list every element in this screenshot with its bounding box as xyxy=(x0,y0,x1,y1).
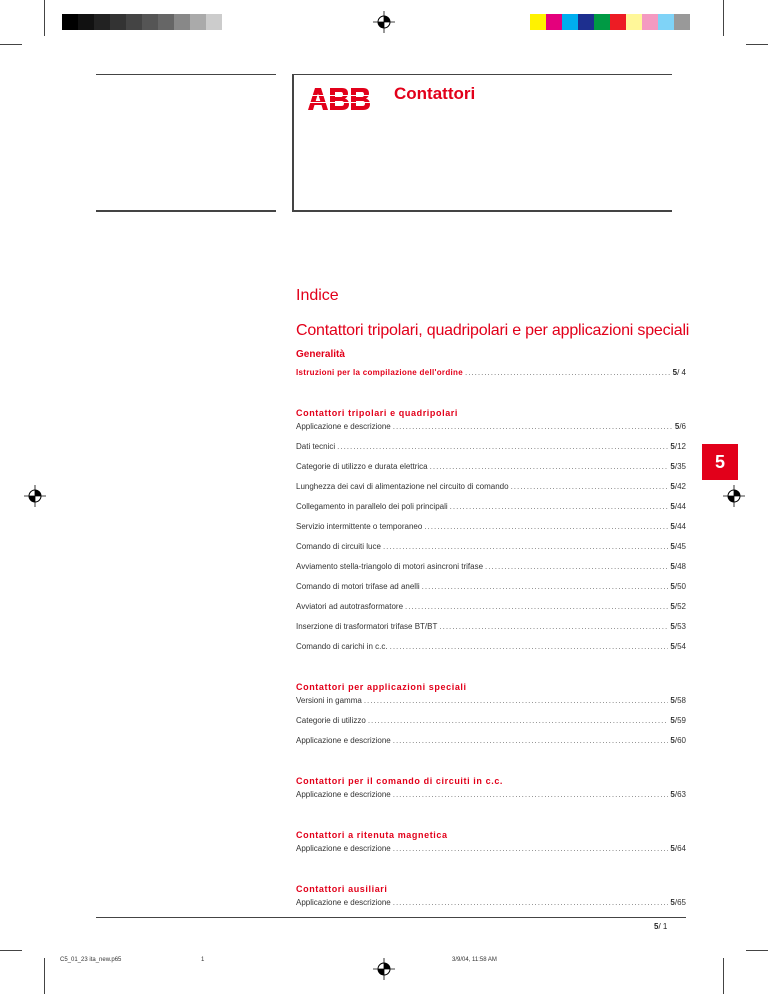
footer-rule xyxy=(96,917,686,918)
toc-group xyxy=(296,880,686,918)
toc-entry[interactable] xyxy=(296,542,686,562)
toc-entry[interactable] xyxy=(296,368,686,388)
footer-filename: C5_01_23 ita_new.p65 xyxy=(60,957,122,963)
toc-entry-label: Istruzioni per la compilazione dell'ordine xyxy=(296,368,463,377)
toc-entry[interactable] xyxy=(296,736,686,756)
toc-entry-page: 5/60 xyxy=(670,736,686,745)
toc-entry[interactable] xyxy=(296,602,686,622)
toc-entry-page: 5/35 xyxy=(670,462,686,471)
grayscale-bar xyxy=(62,14,222,30)
toc-leader xyxy=(422,582,669,591)
generalita-heading: Generalità xyxy=(296,349,345,360)
toc-entry-label: Inserzione di trasformatori trifase BT/BT xyxy=(296,622,438,631)
header-rule-left-top xyxy=(96,74,276,75)
toc-leader xyxy=(393,844,669,853)
crop-mark xyxy=(723,958,724,994)
toc-entry-page: 5/58 xyxy=(670,696,686,705)
crop-mark xyxy=(0,44,22,45)
toc-entry-page: 5/59 xyxy=(670,716,686,725)
toc-entry-label: Comando di motori trifase ad anelli xyxy=(296,582,420,591)
registration-target-icon xyxy=(373,958,395,980)
registration-target-icon xyxy=(373,11,395,33)
toc-entry-page: 5/65 xyxy=(670,898,686,907)
footer-page: 1 xyxy=(201,957,205,963)
toc-entry[interactable] xyxy=(296,442,686,462)
toc-entry-label: Applicazione e descrizione xyxy=(296,790,391,799)
toc-entry[interactable] xyxy=(296,582,686,602)
toc-group-heading: Contattori ausiliari xyxy=(296,884,388,894)
toc-leader xyxy=(393,790,669,799)
toc-entry-page: 5/63 xyxy=(670,790,686,799)
toc-group-heading: Contattori per applicazioni speciali xyxy=(296,682,467,692)
toc-groups xyxy=(296,404,686,934)
toc-entry-label: Applicazione e descrizione xyxy=(296,844,391,853)
toc-entry[interactable] xyxy=(296,502,686,522)
header-rule-right-bottom xyxy=(292,210,672,212)
toc-entry-page: 5/64 xyxy=(670,844,686,853)
page-number: 5/ 1 xyxy=(654,922,668,931)
toc-entry-label: Applicazione e descrizione xyxy=(296,736,391,745)
crop-mark xyxy=(746,950,768,951)
toc-entry-label: Avviatori ad autotrasformatore xyxy=(296,602,404,611)
toc-leader xyxy=(368,716,669,725)
toc-entry-label: Comando di carichi in c.c. xyxy=(296,642,388,651)
toc-entry[interactable] xyxy=(296,696,686,716)
toc-entry-page: 5/45 xyxy=(670,542,686,551)
registration-target-icon xyxy=(24,485,46,507)
toc-leader xyxy=(337,442,668,451)
toc-entry-page: 5/44 xyxy=(670,502,686,511)
toc-entry-label: Servizio intermittente o temporaneo xyxy=(296,522,423,531)
toc-entry[interactable] xyxy=(296,422,686,442)
section-title: Contattori tripolari, quadripolari e per applicazioni speciali xyxy=(296,322,690,339)
toc-entry-label: Applicazione e descrizione xyxy=(296,422,391,431)
toc-leader xyxy=(465,368,671,377)
toc-leader xyxy=(439,622,668,631)
toc-entry[interactable] xyxy=(296,482,686,502)
toc-entry-label: Categorie di utilizzo xyxy=(296,716,366,725)
section-tab: 5 xyxy=(702,444,738,480)
toc-entry-label: Dati tecnici xyxy=(296,442,336,451)
crop-mark xyxy=(44,0,45,36)
toc-leader xyxy=(393,422,673,431)
toc-entry[interactable] xyxy=(296,716,686,736)
toc-group-heading: Contattori tripolari e quadripolari xyxy=(296,408,459,418)
toc-entry-page: 5/12 xyxy=(670,442,686,451)
toc-entry-label: Lunghezza dei cavi di alimentazione nel circuito di comando xyxy=(296,482,509,491)
toc-leader xyxy=(424,522,668,531)
toc-entry[interactable] xyxy=(296,522,686,542)
toc-entry[interactable] xyxy=(296,562,686,582)
toc-group xyxy=(296,678,686,756)
toc-entry-page: 5/44 xyxy=(670,522,686,531)
toc-leader xyxy=(390,642,669,651)
toc-entry-label: Applicazione e descrizione xyxy=(296,898,391,907)
toc-leader xyxy=(405,602,668,611)
toc-leader xyxy=(485,562,668,571)
header-rule-left-bottom xyxy=(96,210,276,212)
toc-leader xyxy=(430,462,669,471)
crop-mark xyxy=(0,950,22,951)
toc-leader xyxy=(383,542,668,551)
toc-entry-page: 5/52 xyxy=(670,602,686,611)
toc-first xyxy=(296,368,686,388)
toc-entry-page: 5/54 xyxy=(670,642,686,651)
crop-mark xyxy=(44,958,45,994)
toc-entry-page: 5/50 xyxy=(670,582,686,591)
toc-entry-label: Comando di circuiti luce xyxy=(296,542,381,551)
toc-group xyxy=(296,404,686,662)
toc-leader xyxy=(393,898,669,907)
toc-entry-page: 5/6 xyxy=(674,422,686,431)
toc-entry[interactable] xyxy=(296,844,686,864)
toc-entry-page: 5/48 xyxy=(670,562,686,571)
toc-entry-label: Collegamento in parallelo dei poli principali xyxy=(296,502,448,511)
toc-leader xyxy=(364,696,669,705)
registration-target-icon xyxy=(723,485,745,507)
toc-entry-page: 5/42 xyxy=(670,482,686,491)
header-rule-vertical xyxy=(292,74,294,212)
crop-mark xyxy=(746,44,768,45)
toc-leader xyxy=(511,482,669,491)
toc-entry-label: Categorie di utilizzo e durata elettrica xyxy=(296,462,428,471)
color-bar xyxy=(530,14,690,30)
header-rule-right-top xyxy=(292,74,672,75)
toc-entry-label: Versioni in gamma xyxy=(296,696,362,705)
toc-group-heading: Contattori per il comando di circuiti in c.c. xyxy=(296,776,504,786)
crop-mark xyxy=(723,0,724,36)
toc-group xyxy=(296,772,686,810)
toc-entry-page: 5/53 xyxy=(670,622,686,631)
toc-entry[interactable] xyxy=(296,462,686,482)
index-title: Indice xyxy=(296,287,339,304)
toc-entry[interactable] xyxy=(296,898,686,918)
abb-logo xyxy=(308,88,372,115)
toc-entry-page: 5/ 4 xyxy=(672,368,686,377)
toc-entry[interactable] xyxy=(296,790,686,810)
toc-entry[interactable] xyxy=(296,622,686,642)
toc-group xyxy=(296,826,686,864)
toc-entry-label: Avviamento stella-triangolo di motori asincroni trifase xyxy=(296,562,484,571)
toc-leader xyxy=(393,736,669,745)
footer-timestamp: 3/9/04, 11:58 AM xyxy=(452,957,497,963)
toc-entry[interactable] xyxy=(296,642,686,662)
header-title: Contattori xyxy=(394,84,476,103)
toc-group-heading: Contattori a ritenuta magnetica xyxy=(296,830,448,840)
toc-leader xyxy=(450,502,669,511)
